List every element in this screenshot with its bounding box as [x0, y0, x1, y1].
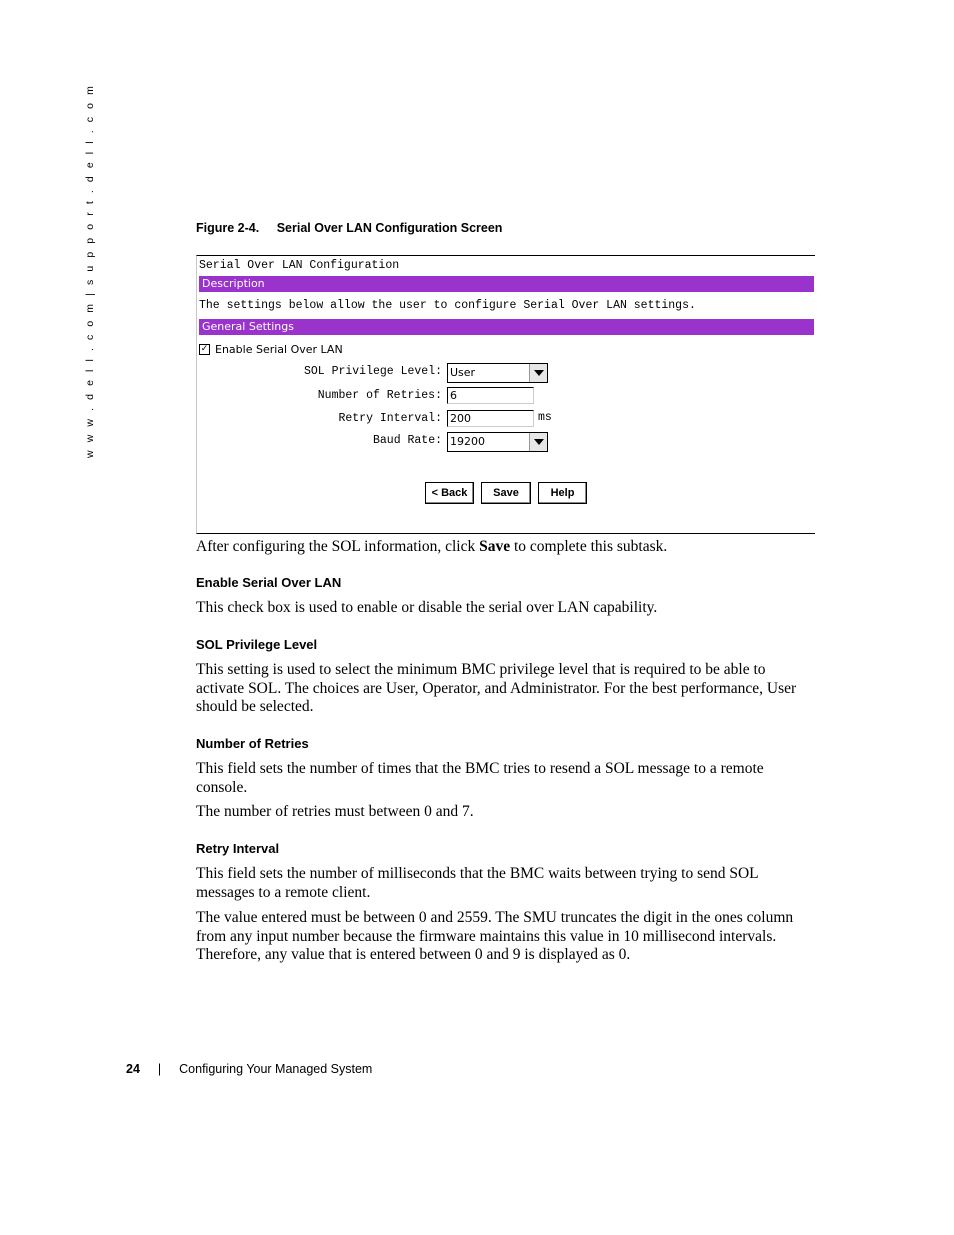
after-config-post: to complete this subtask. [510, 538, 668, 555]
chevron-down-icon[interactable] [529, 433, 547, 451]
page-number: 24 [126, 1062, 140, 1076]
description-bar: Description [199, 276, 814, 292]
figure-number: Figure 2-4. [196, 221, 260, 235]
help-button[interactable]: Help [538, 482, 587, 504]
figure-caption [196, 221, 502, 235]
heading-enable: Enable Serial Over LAN [196, 575, 342, 590]
sidebar-url [84, 83, 98, 462]
privilege-label: SOL Privilege Level: [303, 365, 442, 378]
sol-config-screen [196, 255, 815, 534]
enable-sol-label: Enable Serial Over LAN [215, 343, 343, 356]
description-text: The settings below allow the user to configure Serial Over LAN settings. [199, 299, 696, 312]
heading-privilege: SOL Privilege Level [196, 637, 318, 652]
chevron-down-icon[interactable] [529, 364, 547, 382]
after-config-pre: After configuring the SOL information, click [196, 538, 480, 555]
privilege-value: User [450, 366, 476, 379]
after-config-paragraph [196, 538, 816, 557]
paragraph-retries-2: The number of retries must between 0 and 7. [196, 803, 474, 820]
heading-retries: Number of Retries [196, 736, 309, 751]
back-button[interactable]: < Back [425, 482, 474, 504]
retries-input[interactable]: 6 [447, 387, 534, 404]
save-button[interactable]: Save [481, 482, 531, 504]
baud-value: 19200 [450, 435, 485, 448]
enable-sol-checkbox[interactable]: ✓ [200, 344, 209, 354]
privilege-select[interactable] [447, 363, 548, 383]
paragraph-interval-1: This field sets the number of milliseconds that the BMC waits between trying to send SOL messages to a remote client. [196, 865, 759, 901]
footer-separator: | [157, 1062, 162, 1076]
figure-title: Serial Over LAN Configuration Screen [276, 221, 503, 235]
baud-select[interactable] [447, 432, 548, 452]
heading-interval: Retry Interval [196, 841, 280, 856]
footer-section: Configuring Your Managed System [179, 1062, 373, 1076]
screen-title: Serial Over LAN Configuration [199, 259, 400, 272]
retries-label: Number of Retries: [317, 389, 442, 402]
enable-sol-row[interactable] [199, 343, 343, 356]
interval-units: ms [538, 411, 552, 424]
sidebar-url-text: w w w . d e l l . c o m | s u p p o r t . d e l l . c o m [84, 83, 96, 458]
general-settings-bar: General Settings [199, 319, 814, 335]
paragraph-privilege: This setting is used to select the minimum BMC privilege level that is required to be able to activate SOL. The choices are User, Operator, and Administrator. For the best performance, User should be selected. [196, 661, 797, 715]
interval-input[interactable]: 200 [447, 410, 534, 427]
page-footer [126, 1062, 372, 1076]
baud-label: Baud Rate: [372, 434, 442, 447]
paragraph-interval-2: The value entered must be between 0 and 2559. The SMU truncates the digit in the ones column from any input number because the firmware maintains this value in 10 millisecond intervals. Therefore, any value that is entered between 0 and 9 is displayed as 0. [196, 909, 794, 963]
interval-label: Retry Interval: [338, 412, 442, 425]
after-config-save: Save [479, 538, 511, 555]
paragraph-enable: This check box is used to enable or disable the serial over LAN capability. [196, 599, 658, 616]
paragraph-retries-1: This field sets the number of times that the BMC tries to resend a SOL message to a remote console. [196, 760, 764, 796]
